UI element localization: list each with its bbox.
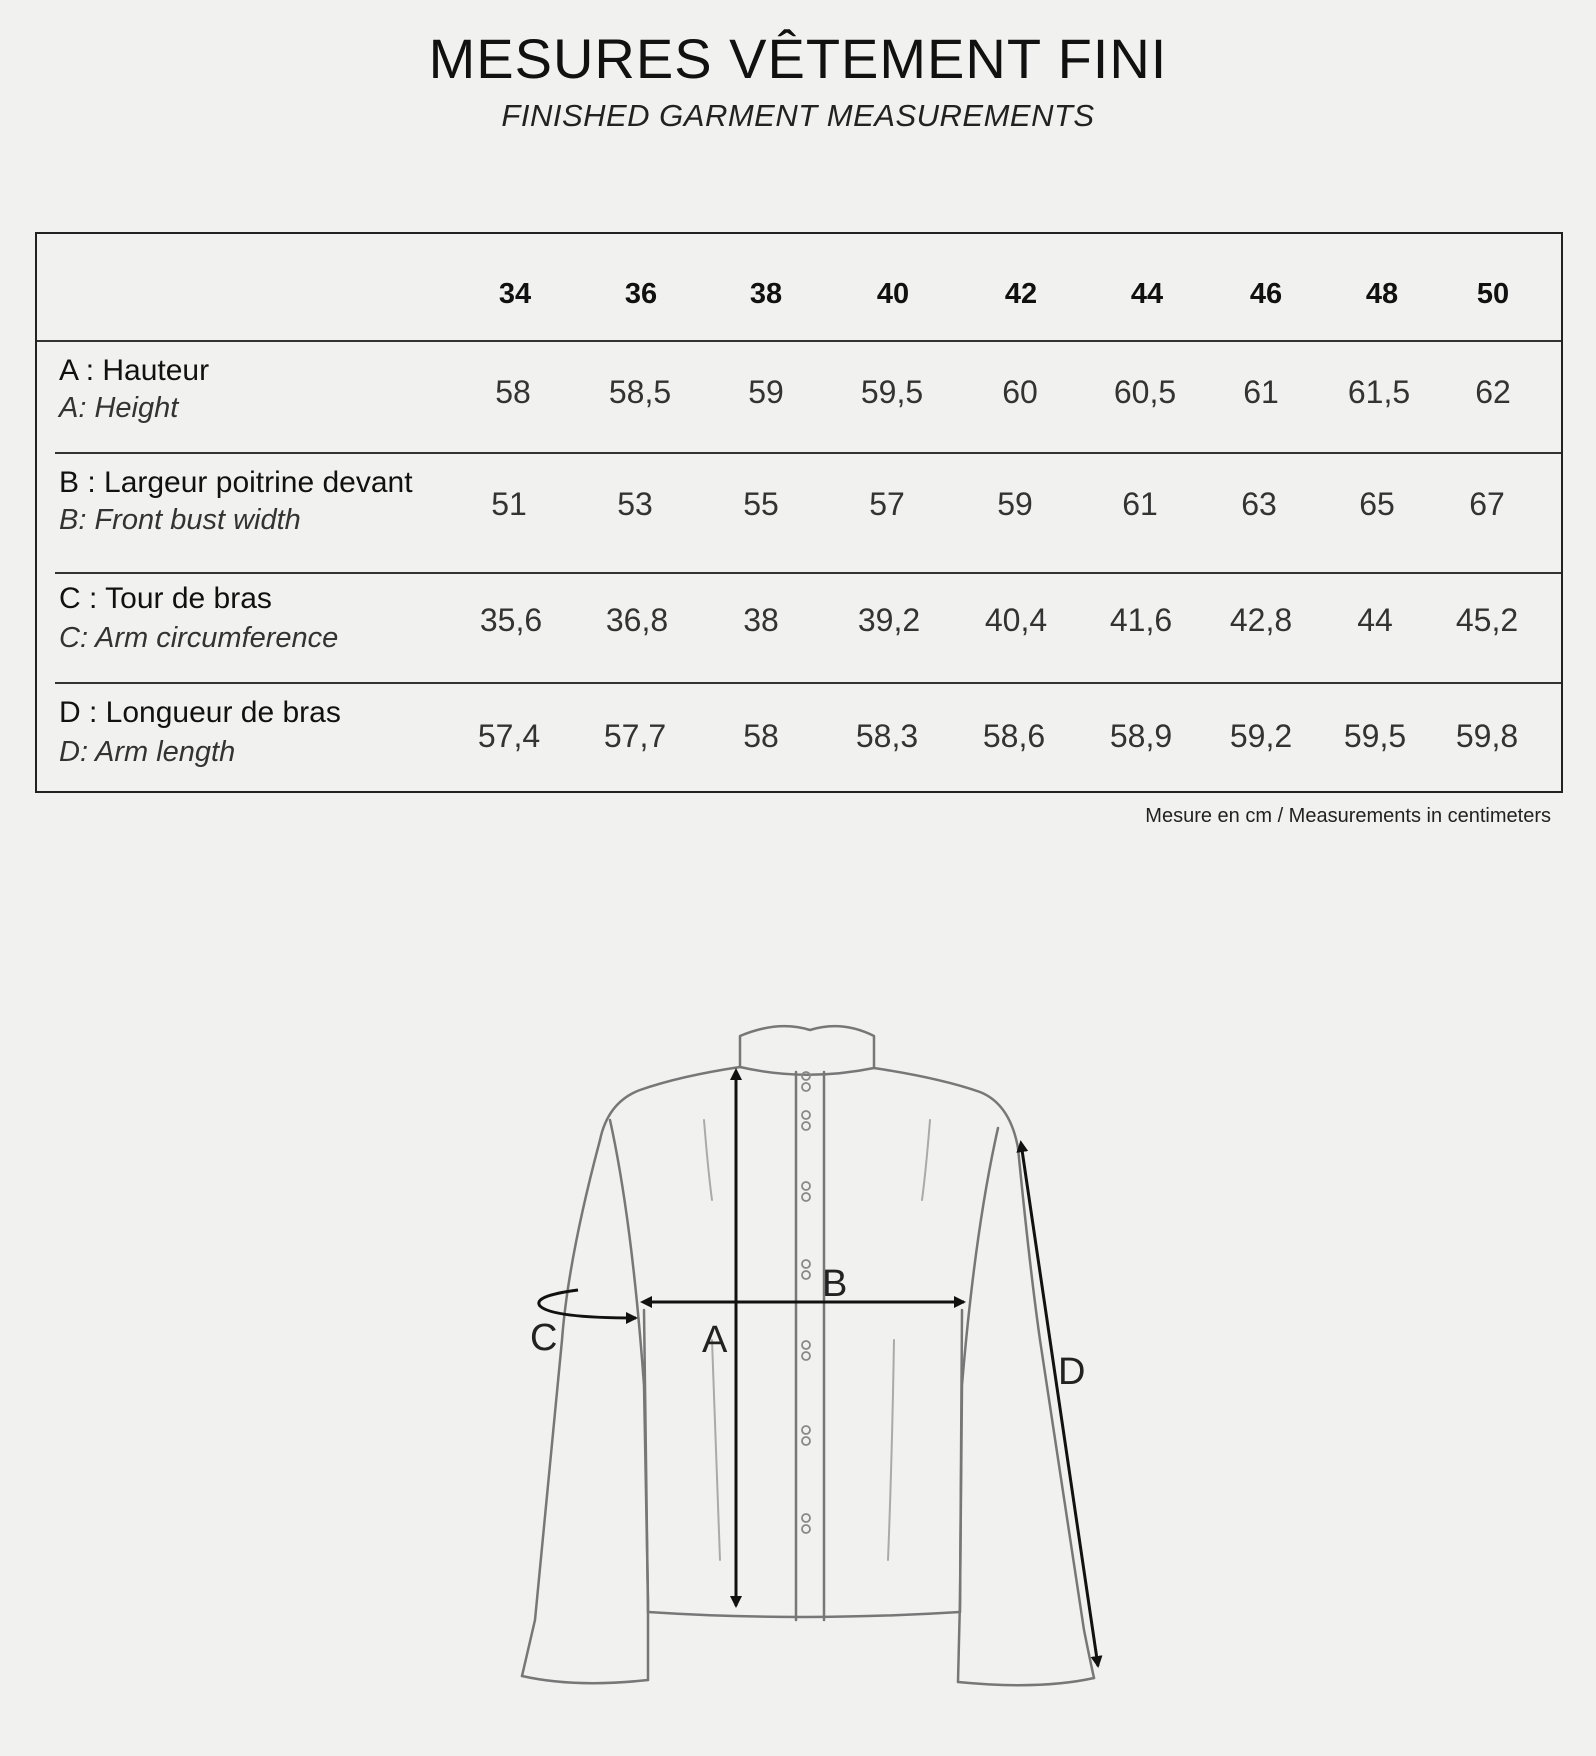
measurement-arrows: [539, 1078, 1098, 1666]
button-icon: [802, 1341, 810, 1349]
table-cell: 39,2: [857, 602, 921, 638]
button-icon: [802, 1260, 810, 1268]
table-cell: 55: [743, 486, 779, 522]
page-title: MESURES VÊTEMENT FINI: [428, 27, 1168, 90]
table-cell: 57,4: [477, 718, 541, 754]
table-cell: 67: [1469, 486, 1505, 522]
table-cell: 38: [743, 602, 779, 638]
table-cell: 36,8: [605, 602, 669, 638]
label-c: C: [530, 1317, 558, 1359]
table-cell: 63: [1241, 486, 1277, 522]
size-header: 50: [1476, 278, 1510, 310]
button-icon: [802, 1182, 810, 1190]
button-icon: [802, 1525, 810, 1533]
size-header: 38: [749, 278, 783, 310]
row-label-en: D: Arm length: [59, 736, 236, 768]
size-header: 48: [1365, 278, 1399, 310]
table-cell: 58: [743, 718, 779, 754]
button-icon: [802, 1514, 810, 1522]
label-a: A: [702, 1319, 728, 1361]
table-cell: 42,8: [1229, 602, 1293, 638]
row-label-fr: D : Longueur de bras: [59, 696, 341, 729]
page-subtitle: FINISHED GARMENT MEASUREMENTS: [501, 98, 1095, 133]
size-header: 46: [1249, 278, 1283, 310]
table-cell: 53: [617, 486, 653, 522]
arrow-c: [539, 1290, 636, 1318]
table-cell: 58,3: [855, 718, 919, 754]
table-cell: 60: [1002, 374, 1038, 410]
table-cell: 58,6: [982, 718, 1046, 754]
size-header: 34: [498, 278, 532, 310]
unit-note: Mesure en cm / Measurements in centimeters: [1145, 805, 1551, 827]
table-cell: 59,2: [1229, 718, 1293, 754]
table-cell: 41,6: [1109, 602, 1173, 638]
button-icon: [802, 1426, 810, 1434]
size-header: 42: [1004, 278, 1038, 310]
jacket-outline: [522, 1026, 1094, 1685]
button-icon: [802, 1111, 810, 1119]
table-cell: 59: [748, 374, 784, 410]
table-cell: 59,8: [1455, 718, 1519, 754]
table-cell: 60,5: [1113, 374, 1177, 410]
table-cell: 65: [1359, 486, 1395, 522]
row-label-en: C: Arm circumference: [59, 622, 339, 654]
arrow-d: [1022, 1150, 1098, 1666]
button-icon: [802, 1437, 810, 1445]
table-cell: 59,5: [860, 374, 924, 410]
table-cell: 40,4: [984, 602, 1048, 638]
table-cell: 58,5: [608, 374, 672, 410]
size-header: 40: [876, 278, 910, 310]
table-cell: 45,2: [1455, 602, 1519, 638]
label-d: D: [1058, 1351, 1086, 1393]
row-label-en: A: Height: [59, 392, 179, 424]
button-icon: [802, 1193, 810, 1201]
button-icon: [802, 1271, 810, 1279]
size-header: 36: [624, 278, 658, 310]
table-cell: 61: [1243, 374, 1279, 410]
table-cell: 57: [869, 486, 905, 522]
table-cell: 58,9: [1109, 718, 1173, 754]
button-icon: [802, 1122, 810, 1130]
label-b: B: [822, 1263, 848, 1305]
table-cell: 61: [1122, 486, 1158, 522]
table-cell: 51: [491, 486, 527, 522]
row-label-fr: A : Hauteur: [59, 354, 210, 387]
button-icon: [802, 1083, 810, 1091]
table-cell: 35,6: [479, 602, 543, 638]
button-icon: [802, 1352, 810, 1360]
row-label-fr: B : Largeur poitrine devant: [59, 466, 413, 499]
table-cell: 44: [1357, 602, 1393, 638]
row-label-fr: C : Tour de bras: [59, 582, 272, 615]
table-cell: 59,5: [1343, 718, 1407, 754]
row-label-en: B: Front bust width: [59, 504, 301, 536]
table-cell: 59: [997, 486, 1033, 522]
table-cell: 61,5: [1347, 374, 1411, 410]
table-cell: 58: [495, 374, 531, 410]
size-header: 44: [1130, 278, 1164, 310]
table-cell: 57,7: [603, 718, 667, 754]
table-cell: 62: [1475, 374, 1511, 410]
